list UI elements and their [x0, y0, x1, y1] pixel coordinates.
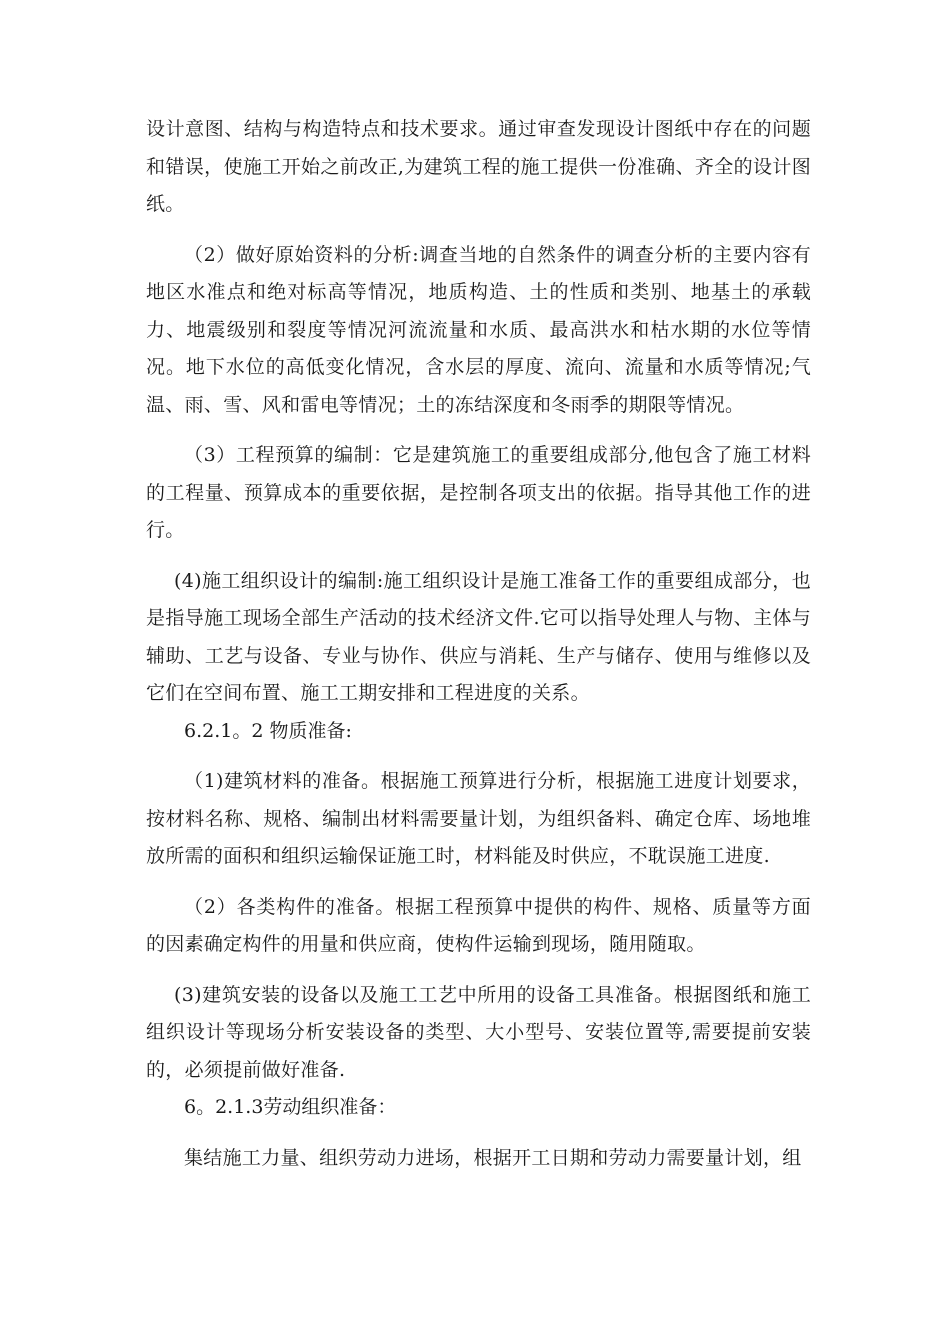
paragraph-construction-organization: (4)施工组织设计的编制:施工组织设计是施工准备工作的重要组成部分，也是指导施工现场全部生产活动的技术经济文件.它可以指导处理人与物、主体与辅助、工艺与设备、专业与协作、供应与消耗、生产与储存、使用与维修以及它们在空间布置、施工工期安排和工程进度的关系。: [146, 569, 811, 704]
section-heading-material-prep: 6.2.1。2 物质准备:: [184, 719, 352, 742]
paragraph-design-drawings: 设计意图、结构与构造特点和技术要求。通过审查发现设计图纸中存在的问题和错误，使施工开始之前改正,为建筑工程的施工提供一份准确、齐全的设计图纸。: [146, 118, 811, 215]
paragraph-raw-data-analysis: （2）做好原始资料的分析:调查当地的自然条件的调查分析的主要内容有地区水准点和绝对标高等情况，地质构造、土的性质和类别、地基土的承载力、地震级别和裂度等情况河流流量和水质、最高洪水和枯水期的水位等情况。地下水位的高低变化情况，含水层的厚度、流向、流量和水质等情况;气温、雨、雪、风和雷电等情况；土的冻结深度和冬雨季的期限等情况。: [146, 243, 811, 416]
section-heading-labor-prep: 6。2.1.3劳动组织准备：: [184, 1096, 397, 1118]
paragraph-budget: （3）工程预算的编制：它是建筑施工的重要组成部分,他包含了施工材料的工程量、预算成本的重要依据，是控制各项支出的依据。指导其他工作的进行。: [146, 444, 811, 541]
document-page: [146, 111, 811, 1177]
paragraph-labor: 集结施工力量、组织劳动力进场，根据开工日期和劳动力需要量计划，组: [184, 1146, 802, 1169]
paragraph-components: （2）各类构件的准备。根据工程预算中提供的构件、规格、质量等方面的因素确定构件的用量和供应商，使构件运输到现场，随用随取。: [146, 895, 811, 955]
paragraph-building-materials: （1)建筑材料的准备。根据施工预算进行分析，根据施工进度计划要求，按材料名称、规格、编制出材料需要量计划，为组织备料、确定仓库、场地堆放所需的面积和组织运输保证施工时，材料能及时供应，不耽误施工进度.: [146, 770, 811, 867]
paragraph-equipment: (3)建筑安装的设备以及施工工艺中所用的设备工具准备。根据图纸和施工组织设计等现场分析安装设备的类型、大小型号、安装位置等,需要提前安装的，必须提前做好准备.: [146, 983, 811, 1081]
